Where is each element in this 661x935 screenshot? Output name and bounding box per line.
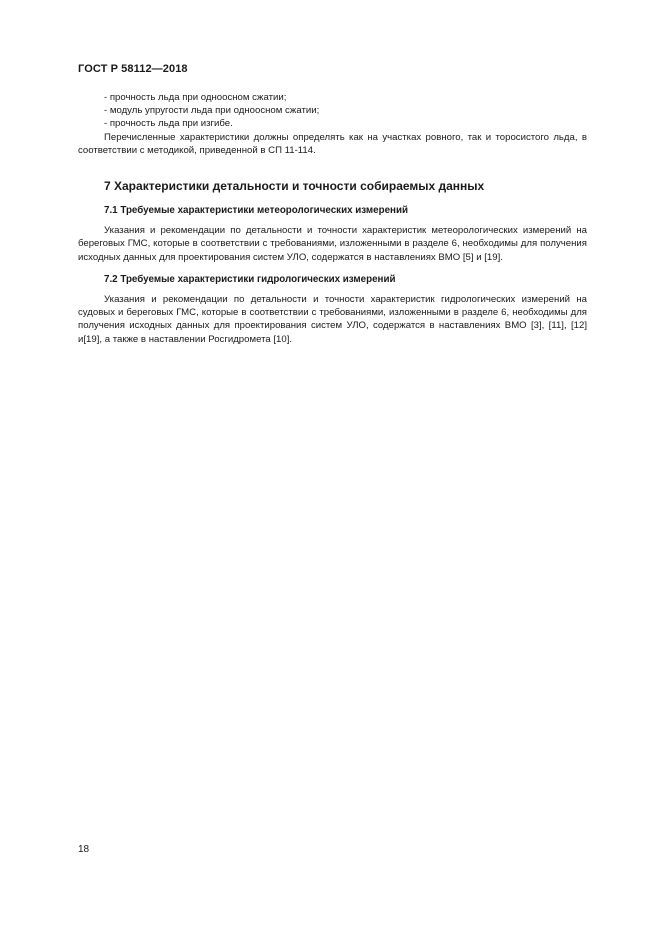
page-number: 18 xyxy=(78,844,90,855)
subsection-7-2-heading: 7.2 Требуемые характеристики гидрологических измерений xyxy=(104,273,396,285)
intro-paragraph: Перечисленные характеристики должны определять как на участках ровного, так и торосистого льда, в соответствии с методикой, приведенной в СП 11-114. xyxy=(78,131,587,156)
document-code-header: ГОСТ Р 58112—2018 xyxy=(78,63,188,75)
subsection-7-2-paragraph: Указания и рекомендации по детальности и точности характеристик гидрологических измерений на судовых и береговых ГМС, которые в соответствии с требованиями, изложенными в разделе 6, необходимы для получения исходных данных для проектирования систем УЛО, содержатся в наставлениях ВМО [3], [11], [12] и[19], а также в наставлении Росгидромета [10]. xyxy=(78,294,587,345)
subsection-7-1-heading: 7.1 Требуемые характеристики метеорологических измерений xyxy=(104,205,408,217)
page-body xyxy=(78,91,587,346)
subsection-7-1-paragraph: Указания и рекомендации по детальности и точности характеристик метеорологических измерений на береговых ГМС, которые в соответствии с требованиями, изложенными в разделе 6, необходимы для получения исходных данных для проектирования систем УЛО, содержатся в наставлениях ВМО [5] и [19]. xyxy=(78,225,587,263)
list-item: - прочность льда при одноосном сжатии; xyxy=(104,92,287,103)
list-item: - модуль упругости льда при одноосном сжатии; xyxy=(104,105,320,117)
list-item: - прочность льда при изгибе. xyxy=(104,118,233,130)
section-7-heading: 7 Характеристики детальности и точности собираемых данных xyxy=(104,179,485,194)
